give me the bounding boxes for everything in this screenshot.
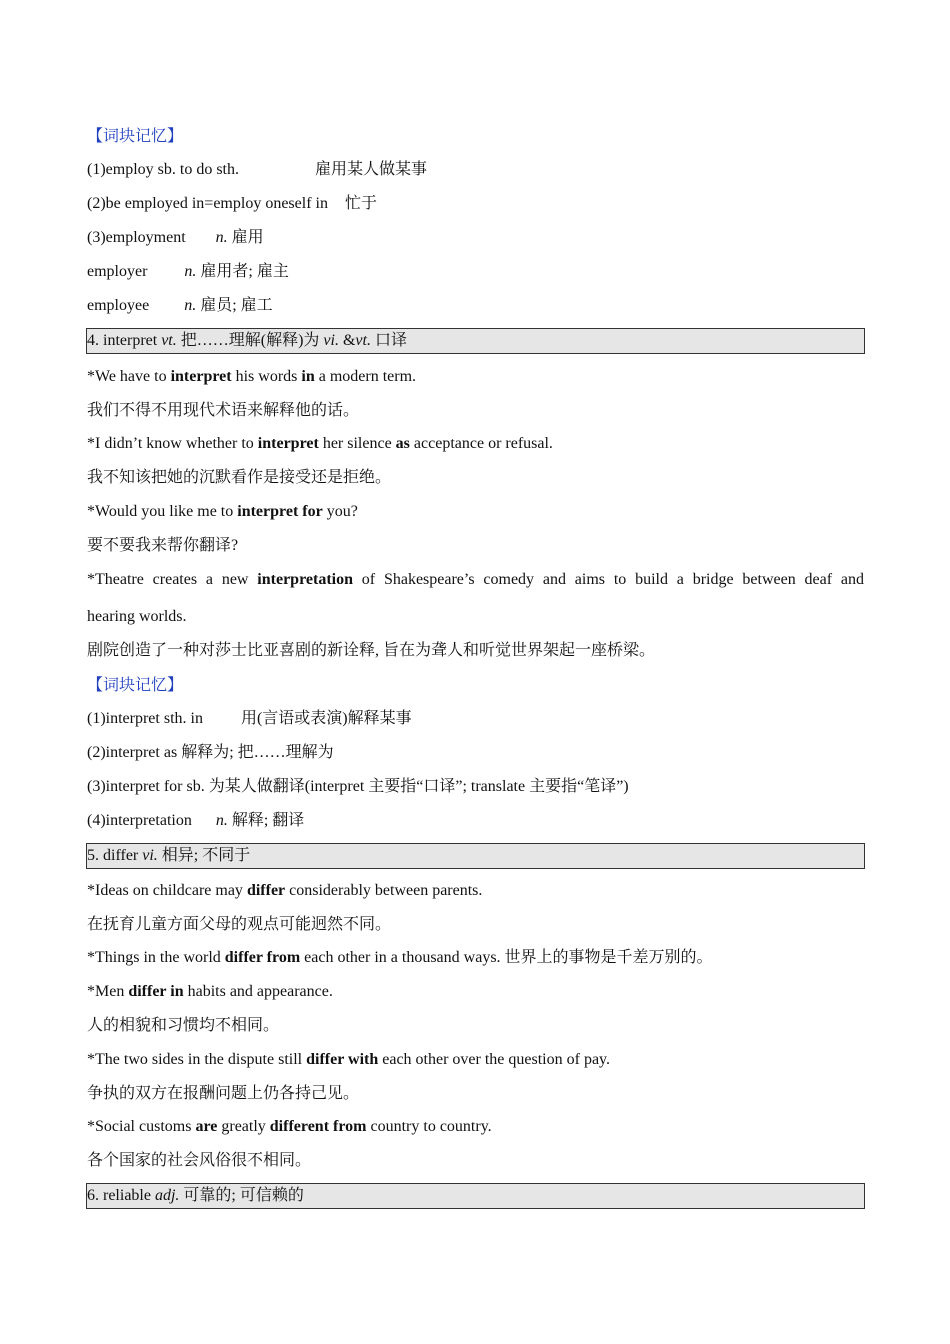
example-translation: 争执的双方在报酬问题上仍各持己见。 <box>87 1085 360 1102</box>
entry-heading-interpret: 4. interpret vt. 把……理解(解释)为 vi. &vt. 口译 <box>86 328 865 354</box>
example-sentence: *Men differ in habits and appearance. <box>87 983 333 1000</box>
memory-item: (1)employ sb. to do sth. 雇用某人做某事 <box>87 161 428 178</box>
memory-item: (1)interpret sth. in 用(言语或表演)解释某事 <box>87 710 412 727</box>
memory-item: (2)interpret as 解释为; 把……理解为 <box>87 744 334 761</box>
memory-header: 【词块记忆】 <box>87 128 184 145</box>
entry-heading-reliable: 6. reliable adj. 可靠的; 可信赖的 <box>86 1183 865 1209</box>
example-translation: 在抚育儿童方面父母的观点可能迥然不同。 <box>87 916 392 933</box>
example-sentence: *Theatre creates a new interpretation of Shakespeare’s comedy and aims to build a bridge between deaf and <box>87 571 864 588</box>
example-sentence: *I didn’t know whether to interpret her silence as acceptance or refusal. <box>87 435 553 452</box>
memory-item: employee n. 雇员; 雇工 <box>87 297 273 314</box>
example-sentence: *Would you like me to interpret for you? <box>87 503 358 520</box>
example-sentence: *We have to interpret his words in a modern term. <box>87 368 417 385</box>
example-translation: 各个国家的社会风俗很不相同。 <box>87 1152 312 1169</box>
example-sentence-cont: hearing worlds. <box>87 608 187 625</box>
example-translation: 人的相貌和习惯均不相同。 <box>87 1017 280 1034</box>
memory-item: (4)interpretation n. 解释; 翻译 <box>87 812 305 829</box>
example-sentence: *Things in the world differ from each other in a thousand ways. 世界上的事物是千差万别的。 <box>87 949 713 966</box>
memory-item: (3)interpret for sb. 为某人做翻译(interpret 主要指“口译”; translate 主要指“笔译”) <box>87 778 629 795</box>
example-translation: 要不要我来帮你翻译? <box>87 537 239 554</box>
example-sentence: *The two sides in the dispute still differ with each other over the question of pay. <box>87 1051 610 1068</box>
example-sentence: *Ideas on childcare may differ considerably between parents. <box>87 882 483 899</box>
entry-heading-differ: 5. differ vi. 相异; 不同于 <box>86 843 865 869</box>
memory-item: employer n. 雇用者; 雇主 <box>87 263 289 280</box>
memory-item: (3)employment n. 雇用 <box>87 229 264 246</box>
memory-header: 【词块记忆】 <box>87 677 184 694</box>
example-translation: 我们不得不用现代术语来解释他的话。 <box>87 402 360 419</box>
example-sentence: *Social customs are greatly different from country to country. <box>87 1118 492 1135</box>
example-translation: 我不知该把她的沉默看作是接受还是拒绝。 <box>87 469 392 486</box>
memory-item: (2)be employed in=employ oneself in 忙于 <box>87 195 377 212</box>
example-translation: 剧院创造了一种对莎士比亚喜剧的新诠释, 旨在为聋人和听觉世界架起一座桥梁。 <box>87 642 656 659</box>
